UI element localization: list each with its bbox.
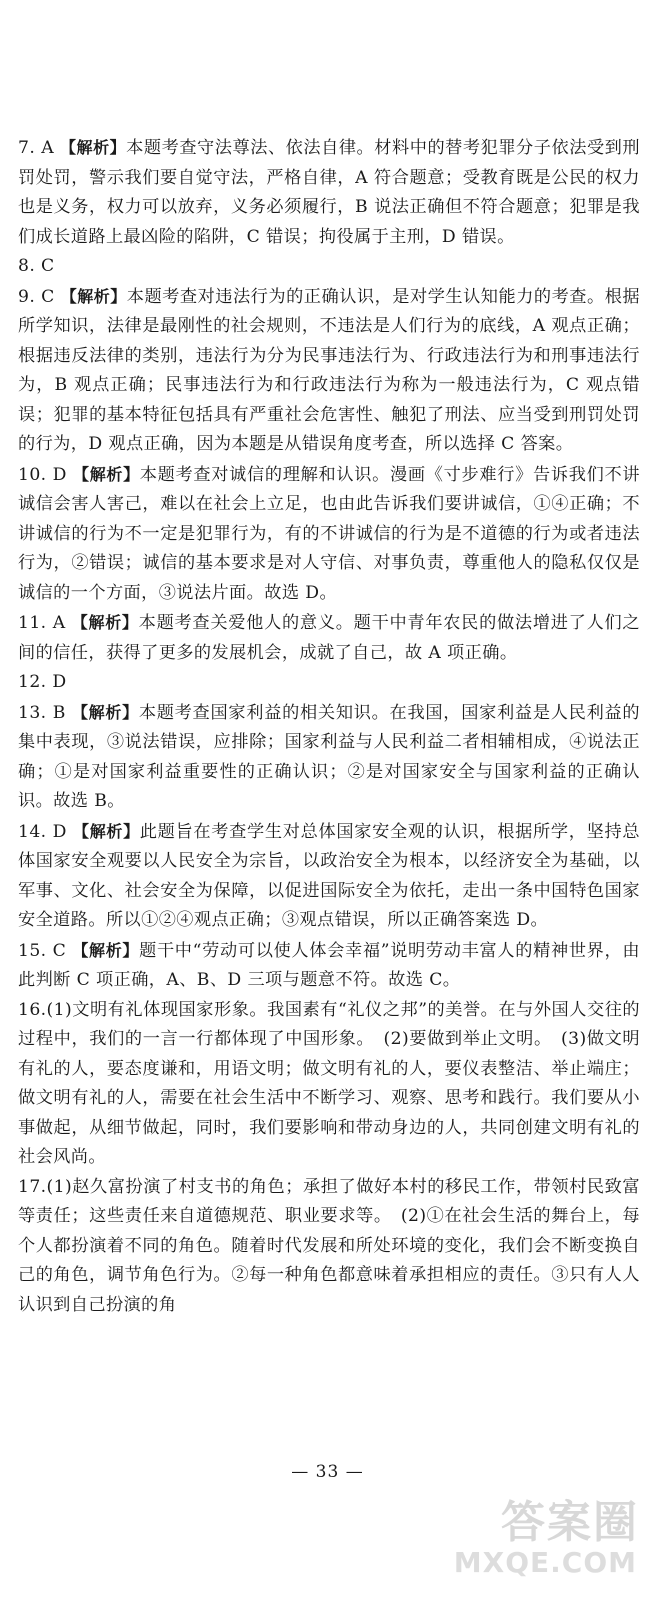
answer-list (18, 133, 640, 1320)
watermark-text-top: 答案圈 (501, 1497, 639, 1548)
answer-number: 14. D (18, 821, 67, 842)
answer-text: 本题考查国家利益的相关知识。在我国，国家利益是人民利益的集中表现，③说法错误，应排除；国家利益与人民利益二者相辅相成，④说法正确；①是对国家利益重要性的正确认识；②是对国家安全与国家利益的正确认识。故选 B。 (18, 702, 640, 811)
answer-entry-13 (18, 698, 640, 817)
answer-entry-17 (18, 1173, 640, 1321)
answer-entry-16 (18, 996, 640, 1173)
answer-entry-14 (18, 817, 640, 936)
answer-entry-7 (18, 133, 640, 252)
answer-number: 16. (18, 999, 47, 1020)
answer-number: 12. D (18, 672, 67, 692)
answer-entry-15 (18, 936, 640, 996)
watermark-text-bottom: MXQE.COM (453, 1546, 637, 1579)
answer-number: 10. D (18, 464, 67, 485)
answer-text: (1)赵久富扮演了村支书的角色；承担了做好本村的移民工作，带领村民致富等责任；这些责任来自道德规范、职业要求等。 (2)①在社会生活的舞台上，每个人都扮演着不同的角色。随着时代发展和所处环境的变化，我们会不断变换自己的角色，调节角色行为。②每一种角色都意味着承担相应的责任。③只有人人认识到自己扮演的角 (18, 1176, 640, 1315)
answer-entry-12 (18, 668, 640, 698)
answer-text: 本题考查守法尊法、依法自律。材料中的替考犯罪分子依法受到刑罚处罚，警示我们要自觉守法，严格自律，A 符合题意；受教育既是公民的权力也是义务，权力可以放弃，义务必须履行，B 说法正确但不符合题意；犯罪是我们成长道路上最凶险的陷阱，C 错误；拘役属于主刑，D 错误。 (18, 138, 640, 247)
answer-text: 本题考查关爱他人的意义。题干中青年农民的做法增进了人们之间的信任，获得了更多的发展机会，成就了自己，故 A 项正确。 (18, 613, 640, 663)
analysis-tag: 【解析】 (71, 702, 139, 722)
analysis-tag: 【解析】 (71, 613, 139, 632)
answer-number: 17. (18, 1176, 47, 1197)
answer-entry-10 (18, 460, 640, 609)
answer-text: 本题考查对违法行为的正确认识，是对学生认知能力的考查。根据所学知识，法律是最刚性的社会规则，不违法是人们行为的底线，A 观点正确；根据违反法律的类别，违法行为分为民事违法行为、行政违法行为和刑事违法行为，B 观点正确；民事违法行为和行政违法行为称为一般违法行为，C 观点错误；犯罪的基本特征包括具有严重社会危害性、触犯了刑法、应当受到刑罚处罚的行为，D 观点正确，因为本题是从错误角度考查，所以选择 C 答案。 (18, 286, 640, 454)
answer-entry-9 (18, 282, 640, 460)
answer-text: (1)文明有礼体现国家形象。我国素有“礼仪之邦”的美誉。在与外国人交往的过程中，我们的一言一行都体现了中国形象。 (2)要做到举止文明。 (3)做文明有礼的人，要态度谦和，用语文明；做文明有礼的人，要仪表整洁、举止端庄；做文明有礼的人，需要在社会生活中不断学习、观察、思考和践行。我们要从小事做起，从细节做起，同时，我们要影响和带动身边的人，共同创建文明有礼的社会风尚。 (18, 999, 640, 1167)
answer-number: 13. B (18, 702, 66, 723)
analysis-tag: 【解析】 (60, 286, 127, 306)
answer-text: 此题旨在考查学生对总体国家安全观的认识，根据所学，坚持总体国家安全观要以人民安全为宗旨，以政治安全为根本，以经济安全为基础，以军事、文化、社会安全为保障，以促进国际安全为依托，走出一条中国特色国家安全道路。所以①②④观点正确；③观点错误，所以正确答案选 D。 (18, 821, 640, 930)
watermark-logo (451, 1480, 641, 1590)
answer-entry-11 (18, 608, 640, 668)
answer-text: 题干中“劳动可以使人体会幸福”说明劳动丰富人的精神世界，由此判断 C 项正确，A、B、D 三项与题意不符。故选 C。 (18, 940, 640, 990)
answer-number: 15. C (18, 940, 67, 961)
answer-entry-8 (18, 252, 640, 282)
answer-number: 7. A (18, 138, 55, 158)
analysis-tag: 【解析】 (72, 940, 140, 960)
analysis-tag: 【解析】 (60, 138, 127, 157)
analysis-tag: 【解析】 (73, 464, 140, 484)
answer-number: 8. C (18, 256, 55, 276)
page-number: — 33 — (291, 1462, 364, 1482)
answer-number: 9. C (18, 286, 55, 307)
answer-text: 本题考查对诚信的理解和认识。漫画《寸步难行》告诉我们不讲诚信会害人害己，难以在社会上立足，也由此告诉我们要讲诚信，①④正确；不讲诚信的行为不一定是犯罪行为，有的不讲诚信的行为是不道德的行为或者违法行为，②错误；诚信的基本要求是对人守信、对事负责，尊重他人的隐私仅仅是诚信的一个方面，③说法片面。故选 D。 (18, 464, 640, 603)
answer-number: 11. A (18, 613, 66, 633)
analysis-tag: 【解析】 (73, 821, 140, 841)
